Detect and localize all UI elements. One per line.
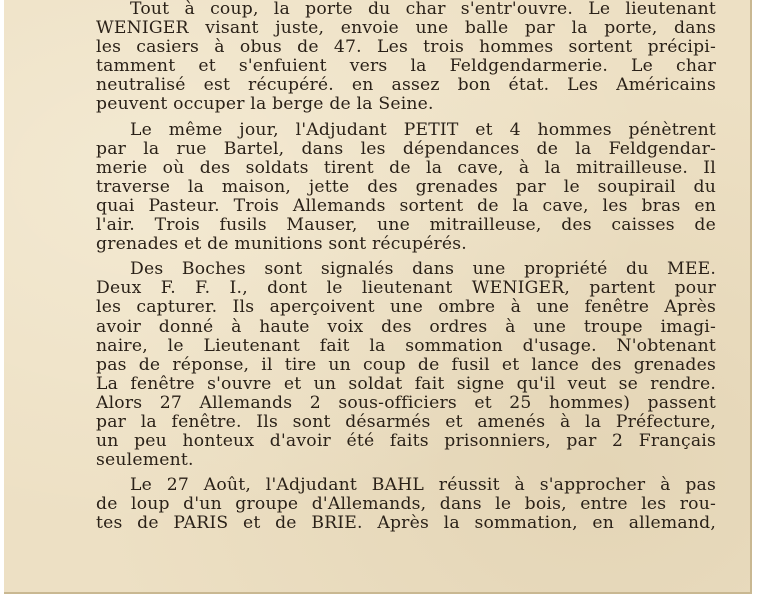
text-line: grenades et de munitions sont récupérés. [96,234,467,255]
text-line: Le 27 Août, l'Adjudant BAHL réussit à s'approcher à pas [130,475,716,496]
text-line: tamment et s'enfuient vers la Feldgendarmerie. Le char [96,56,716,77]
text-line: neutralisé est récupéré. en assez bon état. Les Américains [96,75,716,96]
text-line: Tout à coup, la porte du char s'entr'ouvre. Le lieutenant [130,0,716,19]
text-line: tes de PARIS et de BRIE. Après la sommation, en allemand, [96,513,716,534]
text-line: un peu honteux d'avoir été faits prisonniers, par 2 Français [96,431,716,452]
text-line: Deux F. F. I., dont le lieutenant WENIGER, partent pour [96,278,716,299]
text-line: avoir donné à haute voix des ordres à une troupe imagi- [96,316,716,337]
text-line: par la fenêtre. Ils sont désarmés et amenés à la Préfecture, [96,411,716,432]
text-line: Des Boches sont signalés dans une propriété du MEE. [130,259,716,280]
paragraph [96,476,716,533]
text-line: WENIGER visant juste, envoie une balle par la porte, dans [96,18,716,39]
text-line: les capturer. Ils aperçoivent une ombre à une fenêtre Après [96,297,716,318]
paragraph [96,121,716,255]
text-line: les casiers à obus de 47. Les trois hommes sortent précipi- [96,37,716,58]
text-line: quai Pasteur. Trois Allemands sortent de la cave, les bras en [96,195,716,216]
text-line: de loup d'un groupe d'Allemands, dans le bois, entre les rou- [96,494,716,515]
text-line: Le même jour, l'Adjudant PETIT et 4 hommes pénètrent [130,119,716,140]
book-page [4,0,752,594]
text-line: peuvent occuper la berge de la Seine. [96,94,434,115]
text-line: par la rue Bartel, dans les dépendances de la Feldgendar- [96,138,716,159]
text-line: pas de réponse, il tire un coup de fusil et lance des grenades [96,354,716,375]
page-text [96,0,716,534]
text-line: naire, le Lieutenant fait la sommation d'usage. N'obtenant [96,335,716,356]
text-line: l'air. Trois fusils Mauser, une mitrailleuse, des caisses de [96,215,716,236]
text-line: traverse la maison, jette des grenades par le soupirail du [96,176,716,197]
text-line: Alors 27 Allemands 2 sous-officiers et 25 hommes) passent [96,392,716,413]
paragraph [96,260,716,470]
text-line: merie où des soldats tirent de la cave, à la mitrailleuse. Il [96,157,716,178]
text-line: La fenêtre s'ouvre et un soldat fait signe qu'il veut se rendre. [96,373,716,394]
paragraph [96,0,716,115]
text-line: seulement. [96,450,194,471]
